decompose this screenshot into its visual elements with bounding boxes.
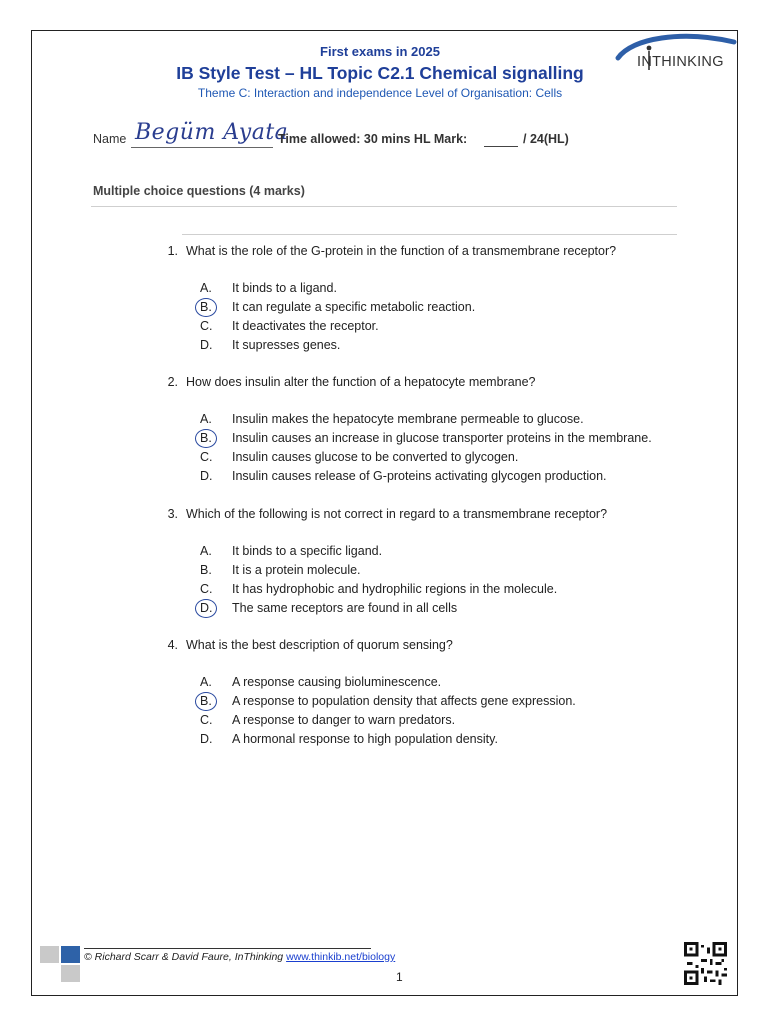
option-letter: A.	[200, 544, 212, 558]
option-text: A response causing bioluminescence.	[232, 675, 442, 689]
option-text: The same receptors are found in all cells	[232, 601, 458, 615]
option-text: It has hydrophobic and hydrophilic regions in the molecule.	[232, 582, 558, 596]
option-letter: D.	[200, 338, 213, 352]
option-text: It deactivates the receptor.	[232, 319, 379, 333]
footer-link[interactable]: www.thinkib.net/biology	[286, 951, 396, 963]
mark-blank-field[interactable]	[484, 146, 518, 147]
answer-option-4-c[interactable]	[160, 713, 700, 731]
question-number: 4.	[167, 638, 178, 652]
option-text: It can regulate a specific metabolic reaction.	[232, 300, 476, 314]
theme-subtitle: Theme C: Interaction and independence Level of Organisation: Cells	[197, 86, 563, 100]
option-text: It binds to a ligand.	[232, 281, 337, 295]
question-text: What is the best description of quorum sensing?	[186, 638, 453, 652]
name-label: Name	[93, 132, 127, 146]
answer-option-1-d[interactable]	[160, 338, 700, 356]
option-letter: A.	[200, 675, 212, 689]
option-letter: D.	[200, 469, 213, 483]
footer-credit-text: © Richard Scarr & David Faure, InThinking	[84, 951, 287, 963]
option-text: A response to danger to warn predators.	[232, 713, 456, 727]
page-number: 1	[396, 970, 403, 984]
question-number: 3.	[167, 507, 178, 521]
option-letter-circled: D.	[200, 601, 222, 615]
option-letter: C.	[200, 450, 213, 464]
question-text: How does insulin alter the function of a hepatocyte membrane?	[186, 375, 536, 389]
option-letter: C.	[200, 582, 213, 596]
option-letter: A.	[200, 281, 212, 295]
name-underline	[131, 147, 273, 148]
answer-option-1-a[interactable]	[160, 281, 700, 299]
answer-option-2-c[interactable]	[160, 450, 700, 468]
option-letter: A.	[200, 412, 212, 426]
question-number: 1.	[167, 244, 178, 258]
mark-total: / 24(HL)	[523, 132, 569, 146]
exam-year-subtitle: First exams in 2025	[320, 44, 440, 59]
footer-credit	[84, 951, 395, 963]
option-letter-circled: B.	[200, 300, 222, 314]
answer-option-4-b[interactable]	[160, 694, 700, 712]
qr-code-icon[interactable]	[683, 942, 728, 985]
option-text: Insulin causes glucose to be converted to glycogen.	[232, 450, 519, 464]
question-text: What is the role of the G-protein in the function of a transmembrane receptor?	[186, 244, 617, 258]
answer-option-3-c[interactable]	[160, 582, 700, 600]
answer-option-4-d[interactable]	[160, 732, 700, 750]
answer-option-2-a[interactable]	[160, 412, 700, 430]
question-divider	[182, 234, 677, 235]
logo-text: INTHINKING	[637, 54, 724, 70]
student-name-handwritten[interactable]: Begüm Ayata	[135, 120, 289, 145]
option-text: A hormonal response to high population density.	[232, 732, 498, 746]
answer-option-1-b[interactable]	[160, 300, 700, 318]
option-letter-circled: B.	[200, 694, 222, 708]
option-text: Insulin causes release of G-proteins activating glycogen production.	[232, 469, 607, 483]
inthinking-logo	[612, 32, 738, 76]
question-text: Which of the following is not correct in regard to a transmembrane receptor?	[186, 507, 608, 521]
option-text: It binds to a specific ligand.	[232, 544, 383, 558]
time-allowed-label: Time allowed: 30 mins HL Mark:	[278, 132, 468, 146]
answer-option-2-b[interactable]	[160, 431, 700, 449]
answer-option-3-d[interactable]	[160, 601, 700, 619]
answer-option-4-a[interactable]	[160, 675, 700, 693]
option-text: A response to population density that affects gene expression.	[232, 694, 576, 708]
answer-option-1-c[interactable]	[160, 319, 700, 337]
option-letter-circled: B.	[200, 431, 222, 445]
option-text: It supresses genes.	[232, 338, 341, 352]
option-text: It is a protein molecule.	[232, 563, 361, 577]
question-number: 2.	[167, 375, 178, 389]
answer-option-2-d[interactable]	[160, 469, 700, 487]
section-heading: Multiple choice questions (4 marks)	[93, 184, 305, 198]
answer-option-3-b[interactable]	[160, 563, 700, 581]
footer-rule	[84, 948, 371, 949]
option-text: Insulin makes the hepatocyte membrane permeable to glucose.	[232, 412, 584, 426]
page-title: IB Style Test – HL Topic C2.1 Chemical signalling	[176, 63, 584, 83]
option-letter: C.	[200, 319, 213, 333]
option-text: Insulin causes an increase in glucose transporter proteins in the membrane.	[232, 431, 652, 445]
option-letter: C.	[200, 713, 213, 727]
answer-option-3-a[interactable]	[160, 544, 700, 562]
option-letter: B.	[200, 563, 212, 577]
student-info-row	[93, 120, 693, 154]
option-letter: D.	[200, 732, 213, 746]
section-divider	[91, 206, 677, 207]
